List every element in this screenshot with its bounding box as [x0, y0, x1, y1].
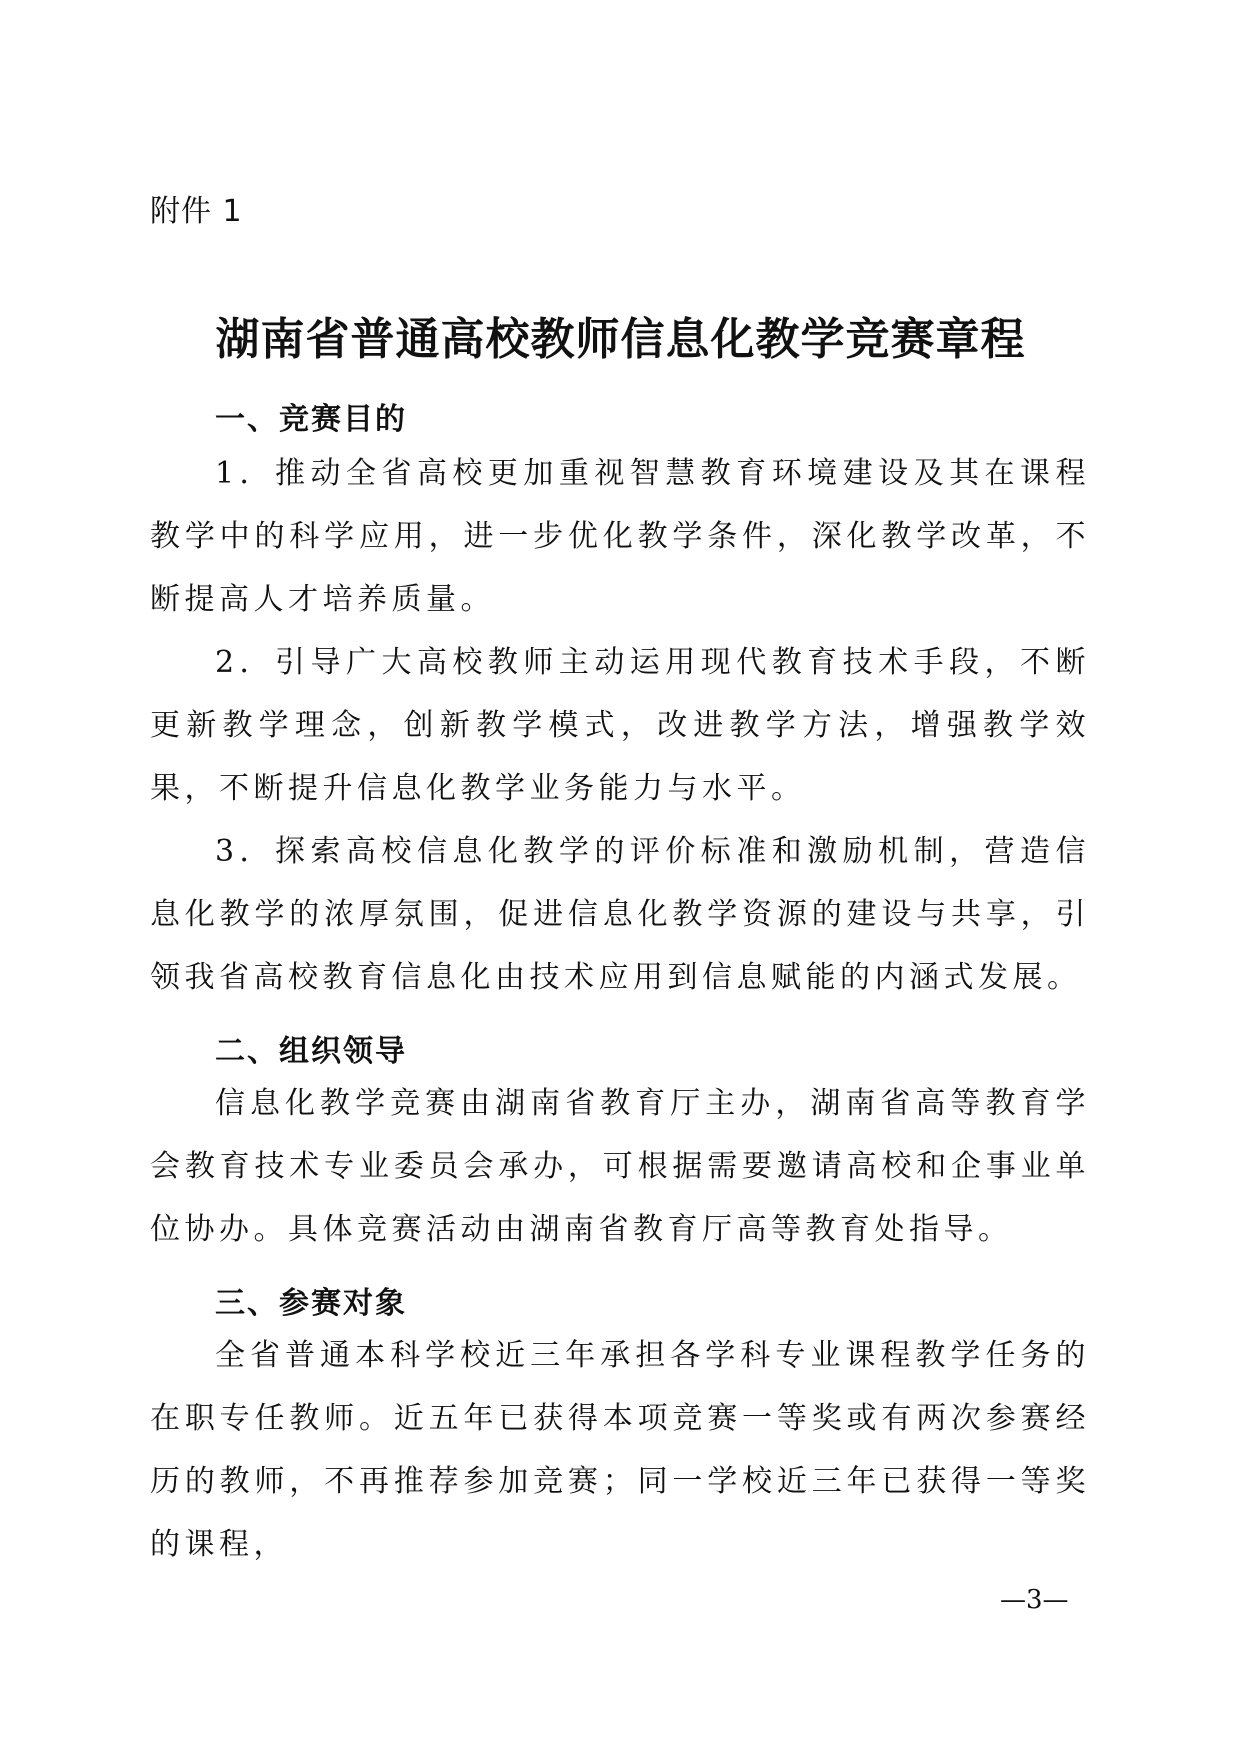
- attachment-label: 附件 1: [150, 194, 243, 229]
- paragraph-purpose-3: 3．探索高校信息化教学的评价标准和激励机制，营造信息化教学的浓厚氛围，促进信息化教学资源的建设与共享，引领我省高校教育信息化由技术应用到信息赋能的内涵式发展。: [150, 834, 1090, 995]
- section-heading-participants: 三、参赛对象: [215, 1286, 407, 1321]
- paragraph-participants-1: 全省普通本科学校近三年承担各学科专业课程教学任务的在职专任教师。近五年已获得本项竞赛一等奖或有两次参赛经历的教师，不再推荐参加竞赛；同一学校近三年已获得一等奖的课程，: [150, 1338, 1090, 1562]
- section-heading-organization: 二、组织领导: [215, 1034, 407, 1069]
- page-number: —3—: [1000, 1585, 1069, 1615]
- paragraph-purpose-1: 1．推动全省高校更加重视智慧教育环境建设及其在课程教学中的科学应用，进一步优化教学条件，深化教学改革，不断提高人才培养质量。: [150, 456, 1090, 617]
- section-heading-purpose: 一、竞赛目的: [215, 402, 407, 437]
- document-title: 湖南省普通高校教师信息化教学竞赛章程: [215, 314, 1026, 365]
- paragraph-purpose-2: 2．引导广大高校教师主动运用现代教育技术手段，不断更新教学理念，创新教学模式，改进教学方法，增强教学效果，不断提升信息化教学业务能力与水平。: [150, 645, 1090, 806]
- paragraph-organization-1: 信息化教学竞赛由湖南省教育厅主办，湖南省高等教育学会教育技术专业委员会承办，可根据需要邀请高校和企事业单位协办。具体竞赛活动由湖南省教育厅高等教育处指导。: [150, 1086, 1090, 1247]
